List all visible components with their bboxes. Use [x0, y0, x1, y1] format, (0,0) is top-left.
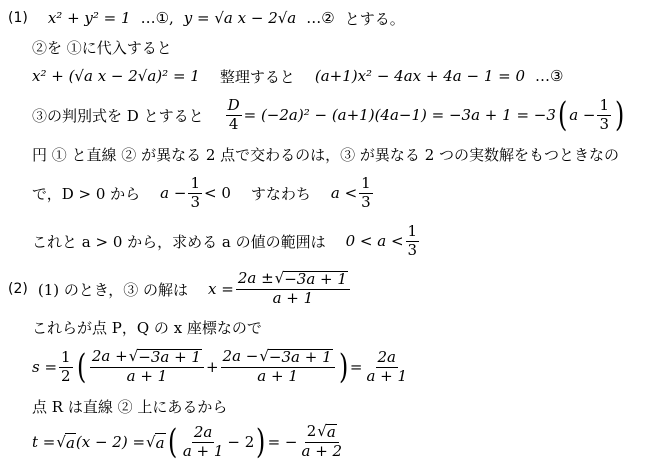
one-third-4: $\frac{1}{3}$ — [407, 221, 418, 259]
substituted-equation: x² + (√a x − 2√a)² = 1 — [32, 67, 200, 85]
simplify-text: 整理すると — [219, 67, 295, 86]
plus-sign: + — [205, 358, 219, 376]
intersection-condition: 円 ① と直線 ② が異なる 2 点で交わるのは，③ が異なる 2 つの実数解をもつときなの — [32, 145, 620, 164]
s-fraction-1: 2a + √ −3a + 1 a + 1 — [90, 349, 204, 385]
circle-equation: x² + y² = 1 — [47, 9, 131, 27]
part1-line2 — [32, 34, 172, 60]
part1-line6 — [32, 170, 375, 216]
part1-line1-tail: とする。 — [344, 9, 405, 28]
sqrt-a: √ a — [56, 432, 75, 452]
sqrt-a-2: √ a — [146, 432, 165, 452]
part1-line1 — [8, 4, 405, 32]
part1-line7 — [32, 218, 421, 264]
one-half: $\frac{1}{2}$ — [61, 347, 71, 385]
minus-2: − 2 — [227, 433, 255, 451]
point-r-text: 点 R は直線 ② 上にあるから — [32, 397, 228, 416]
one-third: $\frac{1}{3}$ — [599, 95, 610, 133]
part2-line5: t = √ a (x − 2) = √ a ( $\frac{2a}{a + 1}$ − 2 ) = − 2 √ a a + 2 — [32, 422, 343, 462]
ref-3: …③ — [535, 67, 564, 85]
paren-a-minus: a − — [569, 106, 596, 124]
s-fraction-2: 2a − √ −3a + 1 a + 1 — [221, 349, 335, 385]
ref-2: …② — [306, 9, 335, 27]
range-expression: 0 < a < — [345, 232, 404, 250]
part2-line3: s = $\frac{1}{2}$ ( 2a + √ −3a + 1 a + 1 + 2a − √ −3a + 1 a + 1 ) = $\frac{2a}{a + 1}$ — [32, 347, 408, 387]
discriminant-lead: ③の判別式を D とすると — [32, 106, 204, 125]
less-than-zero: < 0 — [203, 184, 231, 202]
part1-label: (1) — [8, 10, 28, 26]
a-less-than: a < — [330, 184, 358, 202]
d-positive-lead: で，D > 0 から — [32, 184, 141, 203]
part2-label: (2) — [8, 281, 28, 297]
s-result: $\frac{2a}{a + 1}$ — [366, 347, 408, 385]
part1-line5 — [32, 140, 619, 168]
t-result: 2 √ a a + 2 — [301, 422, 343, 460]
solutions-lead: (1) のとき，③ の解は — [37, 280, 189, 299]
x-equals: x = — [208, 280, 234, 298]
line-equation: y = √a x − 2√a — [183, 9, 297, 27]
sunawachi-text: すなわち — [250, 184, 311, 203]
ref-1: …①, — [140, 9, 174, 27]
quadratic-solution-fraction: 2a ± √ −3a + 1 a + 1 — [236, 271, 350, 307]
part2-line1 — [8, 266, 352, 312]
x-minus-2: (x − 2) = — [75, 433, 146, 451]
equals-minus: = − — [267, 433, 298, 451]
equals-sign: = — [349, 358, 363, 376]
t-fraction: $\frac{2a}{a + 1}$ — [182, 422, 224, 460]
part1-line4: ③の判別式を D とすると $\frac{D}{4}$ = (−2a)² − (a+1)(4a−1) = −3a + 1 = −3 ( a − $\frac{1}{3}$ ) — [32, 95, 625, 135]
substitution-text: ②を ①に代入すると — [32, 38, 172, 57]
discriminant-expression: = (−2a)² − (a+1)(4a−1) = −3a + 1 = −3 — [243, 106, 556, 124]
a-minus: a − — [160, 184, 187, 202]
t-equals: t = — [32, 433, 56, 451]
part2-line4 — [32, 394, 227, 418]
part2-line2 — [32, 314, 262, 340]
range-lead: これと a > 0 から，求める a の値の範囲は — [32, 232, 326, 251]
s-equals: s = — [32, 358, 58, 376]
pq-coordinates-text: これらが点 P，Q の x 座標なので — [32, 318, 262, 337]
one-third-2: $\frac{1}{3}$ — [190, 173, 200, 211]
one-third-3: $\frac{1}{3}$ — [361, 173, 371, 211]
d-over-4: $\frac{D}{4}$ — [227, 95, 240, 133]
part1-line3 — [32, 62, 563, 90]
quadratic-equation: (a+1)x² − 4ax + 4a − 1 = 0 — [314, 67, 526, 85]
